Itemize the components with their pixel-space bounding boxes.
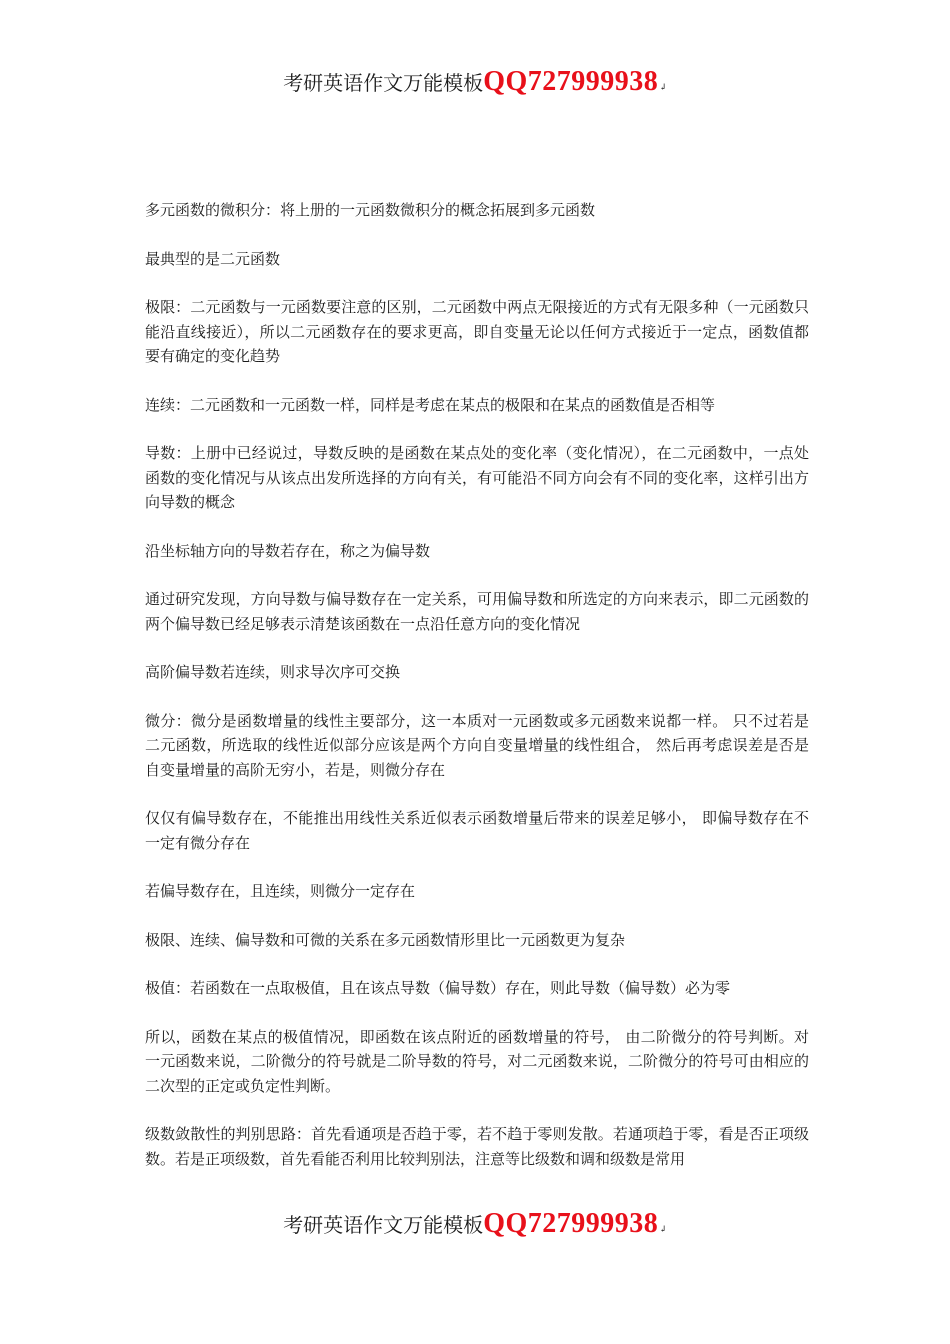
paragraph-partial-derivative: 沿坐标轴方向的导数若存在，称之为偏导数 bbox=[145, 541, 431, 560]
paragraph-multivariable-calculus: 多元函数的微积分：将上册的一元函数微积分的概念拓展到多元函数 bbox=[145, 201, 596, 219]
paragraph-higher-order: 高阶偏导数若连续，则求导次序可交换 bbox=[145, 663, 401, 681]
header-text: 考研英语作文万能模板 bbox=[283, 71, 484, 95]
footer-qq-number: QQ727999938 bbox=[483, 1208, 659, 1239]
document-body bbox=[145, 198, 809, 1195]
paragraph-directional-partial-relation: 通过研究发现，方向导数与偏导数存在一定关系，可用偏导数和所选定的方向来表示，即二元函数的两个偏导数已经足够表示清楚该函数在一点沿任意方向的变化情况 bbox=[145, 590, 809, 633]
paragraph-continuity: 连续：二元函数和一元函数一样，同样是考虑在某点的极限和在某点的函数值是否相等 bbox=[145, 395, 716, 414]
page-header bbox=[0, 66, 950, 98]
paragraph-limit: 极限：二元函数与一元函数要注意的区别，二元函数中两点无限接近的方式有无限多种（一元函数只能沿直线接近），所以二元函数存在的要求更高，即自变量无论以任何方式接近于一定点，函数值都要有确定的变化趋势 bbox=[145, 298, 809, 365]
paragraph-typical-bivariate: 最典型的是二元函数 bbox=[145, 249, 281, 268]
header-paragraph-mark-icon: ↲ bbox=[659, 83, 667, 93]
paragraph-partial-not-sufficient: 仅仅有偏导数存在，不能推出用线性关系近似表示函数增量后带来的误差足够小， 即偏导数存在不一定有微分存在 bbox=[145, 809, 809, 852]
paragraph-series-convergence: 级数敛散性的判别思路：首先看通项是否趋于零，若不趋于零则发散。若通项趋于零，看是否正项级数。若是正项级数，首先看能否利用比较判别法，注意等比级数和调和级数是常用 bbox=[145, 1125, 809, 1168]
paragraph-relations-complex: 极限、连续、偏导数和可微的关系在多元函数情形里比一元函数更为复杂 bbox=[145, 930, 626, 949]
header-qq-number: QQ727999938 bbox=[483, 66, 659, 97]
paragraph-second-differential: 所以，函数在某点的极值情况，即函数在该点附近的函数增量的符号， 由二阶微分的符号判断。对一元函数来说，二阶微分的符号就是二阶导数的符号，对二元函数来说，二阶微分的符号可由相应的二次型的正定或负定性判断。 bbox=[145, 1027, 809, 1095]
page-footer bbox=[0, 1208, 950, 1240]
paragraph-differential: 微分：微分是函数增量的线性主要部分，这一本质对一元函数或多元函数来说都一样。 只不过若是二元函数，所选取的线性近似部分应该是两个方向自变量增量的线性组合， 然后再考虑误差是否是自变量增量的高阶无穷小，若是，则微分存在 bbox=[145, 711, 809, 779]
paragraph-derivative: 导数：上册中已经说过，导数反映的是函数在某点处的变化率（变化情况），在二元函数中，一点处函数的变化情况与从该点出发所选择的方向有关，有可能沿不同方向会有不同的变化率，这样引出方向导数的概念 bbox=[145, 444, 809, 511]
paragraph-extremum: 极值：若函数在一点取极值，且在该点导数（偏导数）存在，则此导数（偏导数）必为零 bbox=[145, 979, 731, 997]
footer-paragraph-mark-icon: ↲ bbox=[659, 1225, 667, 1235]
paragraph-continuous-partials: 若偏导数存在，且连续，则微分一定存在 bbox=[145, 882, 416, 900]
footer-text: 考研英语作文万能模板 bbox=[283, 1213, 484, 1237]
